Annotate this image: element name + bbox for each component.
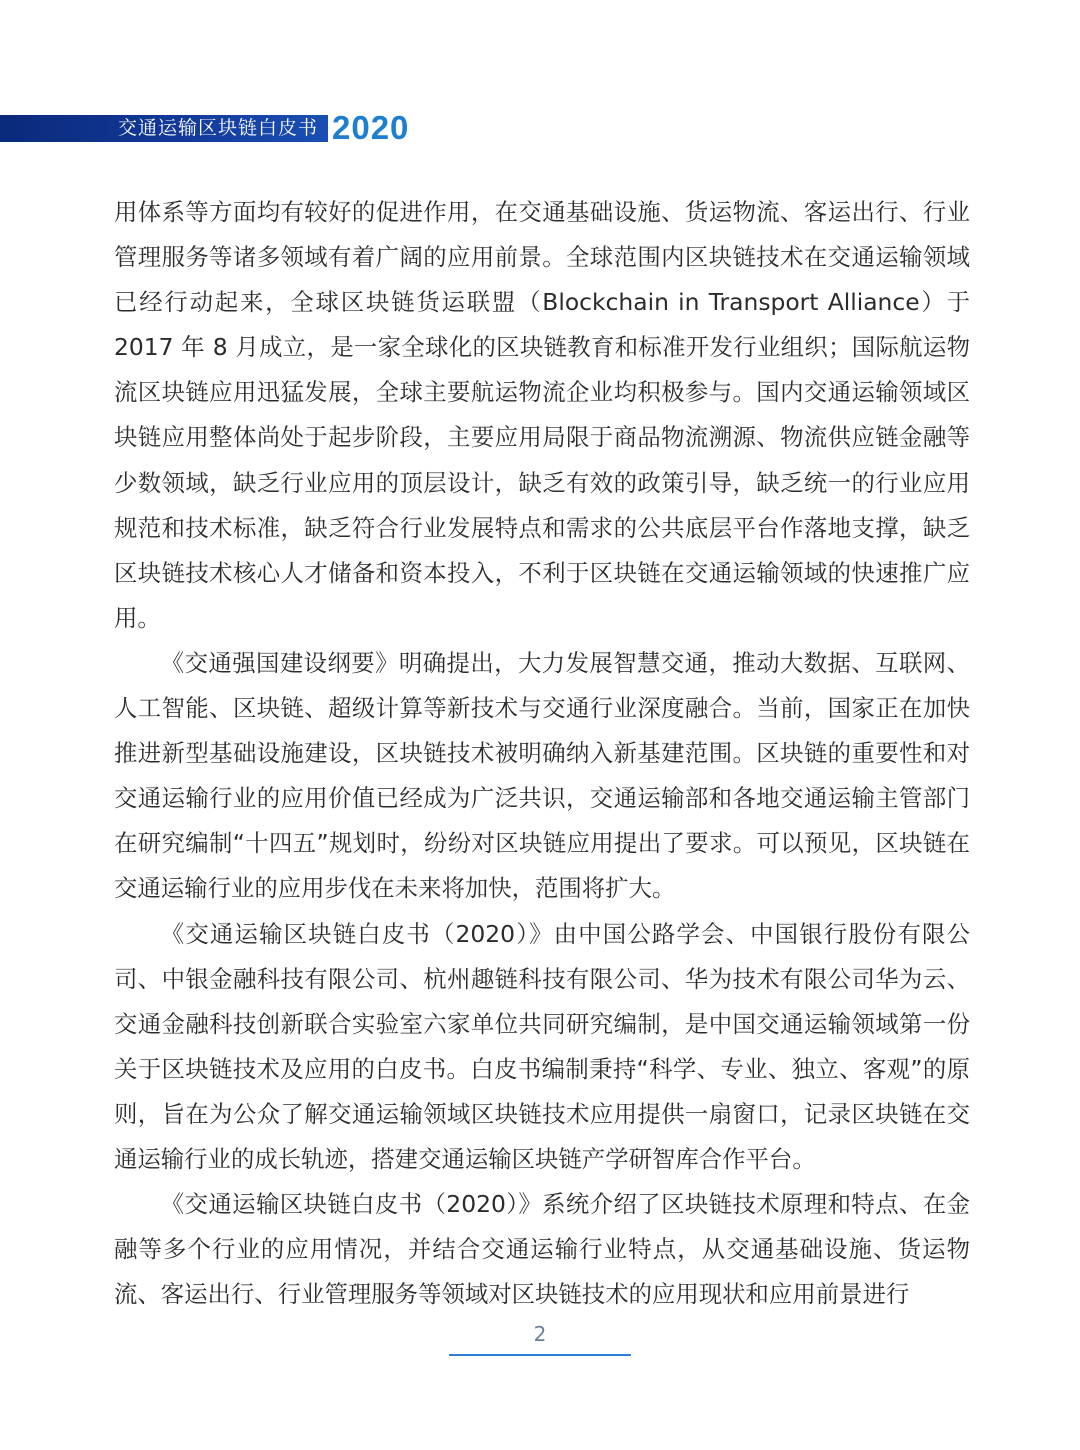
- header-title: 交通运输区块链白皮书: [118, 117, 319, 139]
- paragraph-2: 《交通强国建设纲要》明确提出，大力发展智慧交通，推动大数据、互联网、人工智能、区块链、超级计算等新技术与交通行业深度融合。当前，国家正在加快推进新型基础设施建设，区块链技术被明确纳入新基建范围。区块链的重要性和对交通运输行业的应用价值已经成为广泛共识，交通运输部和各地交通运输主管部门在研究编制“十四五”规划时，纷纷对区块链应用提出了要求。可以预见，区块链在交通运输行业的应用步伐在未来将加快，范围将扩大。: [114, 648, 970, 903]
- paragraph-3: 《交通运输区块链白皮书（2020）》由中国公路学会、中国银行股份有限公司、中银金融科技有限公司、杭州趣链科技有限公司、华为技术有限公司华为云、交通金融科技创新联合实验室六家单位共同研究编制，是中国交通运输领域第一份关于区块链技术及应用的白皮书。白皮书编制秉持“科学、专业、独立、客观”的原则，旨在为公众了解交通运输领域区块链技术应用提供一扇窗口，记录区块链在交通运输行业的成长轨迹，搭建交通运输区块链产学研智库合作平台。: [114, 919, 970, 1173]
- page-number: 2: [533, 1322, 547, 1346]
- body-text: [114, 190, 970, 1317]
- paragraph-4: 《交通运输区块链白皮书（2020）》系统介绍了区块链技术原理和特点、在金融等多个行业的应用情况，并结合交通运输行业特点，从交通基础设施、货运物流、客运出行、行业管理服务等领域对区块链技术的应用现状和应用前景进行: [114, 1190, 970, 1309]
- paragraph-1: 用体系等方面均有较好的促进作用，在交通基础设施、货运物流、客运出行、行业管理服务等诸多领域有着广阔的应用前景。全球范围内区块链技术在交通运输领域已经行动起来，全球区块链货运联盟（Blockchain in Transport Alliance）于 2017 年 8 月成立，是一家全球化的区块链教育和标准开发行业组织；国际航运物流区块链应用迅猛发展，全球主要航运物流企业均积极参与。国内交通运输领域区块链应用整体尚处于起步阶段，主要应用局限于商品物流溯源、物流供应链金融等少数领域，缺乏行业应用的顶层设计，缺乏有效的政策引导，缺乏统一的行业应用规范和技术标准，缺乏符合行业发展特点和需求的公共底层平台作落地支撑，缺乏区块链技术核心人才储备和资本投入，不利于区块链在交通运输领域的快速推广应用。: [114, 198, 970, 632]
- header-year: 2020: [332, 109, 410, 146]
- page-number-underline: [449, 1354, 631, 1356]
